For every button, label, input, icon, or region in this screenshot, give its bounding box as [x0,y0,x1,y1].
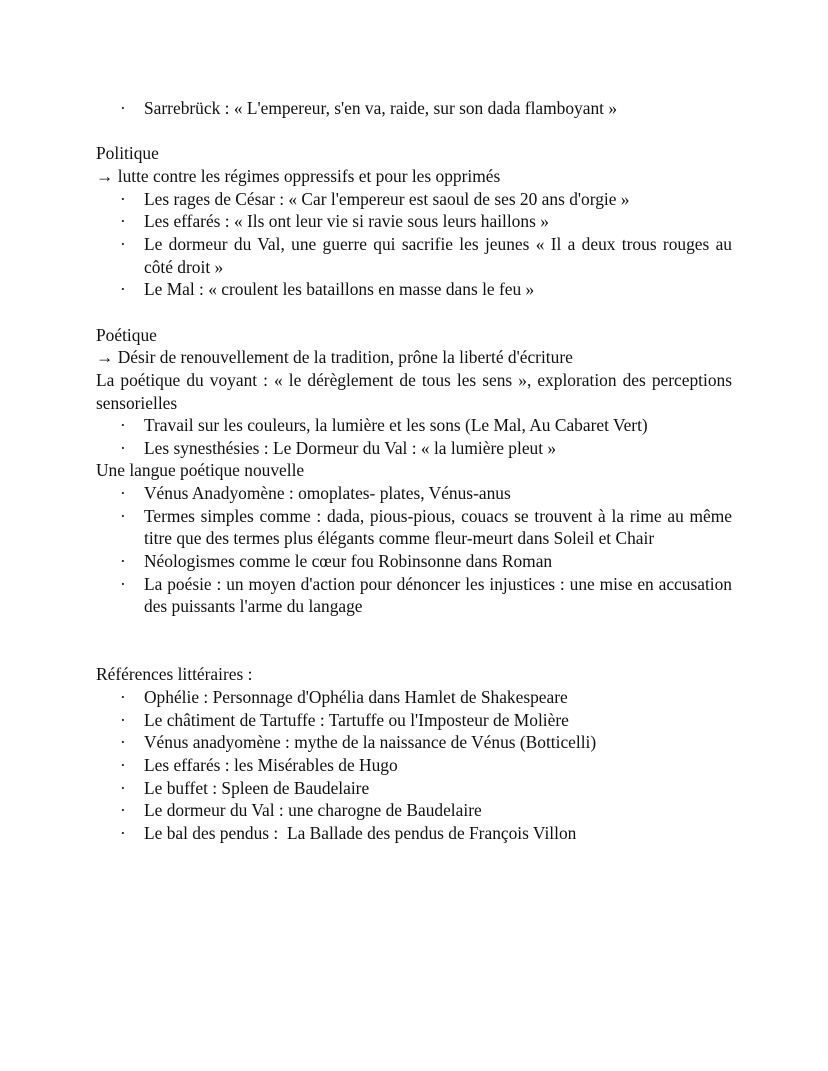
spacer [96,301,732,324]
list-item [96,414,732,437]
section-heading-poetique: Poétique [96,324,157,345]
item-text: Vénus anadyomène : mythe de la naissance de Vénus (Botticelli) [144,732,597,753]
item-text: Les synesthésies : Le Dormeur du Val : « la lumière pleut » [144,437,557,458]
bullet-icon: · [120,233,126,254]
bullet-icon: · [120,211,126,232]
section-heading-politique: Politique [96,143,159,164]
item-text: Vénus Anadyomène : omoplates- plates, Vénus-anus [144,483,511,504]
item-text: La poésie : un moyen d'action pour dénoncer les injustices : une mise en accusation des puissants l'arme du langage [144,573,732,617]
item-text: Les rages de César : « Car l'empereur est saoul de ses 20 ans d'orgie » [144,188,630,209]
bullet-icon: · [120,732,126,753]
item-text: Le châtiment de Tartuffe : Tartuffe ou l'Imposteur de Molière [144,709,569,730]
document-page [96,97,732,845]
bullet-icon: · [120,483,126,504]
bullet-icon: · [120,551,126,572]
bullet-icon: · [120,98,126,118]
list-item [96,188,732,211]
item-text: Le buffet : Spleen de Baudelaire [144,777,370,798]
list-item [96,233,732,278]
poetique-summary: → Désir de renouvellement de la tradition, prône la liberté d'écriture [96,347,573,368]
list-item [96,731,732,754]
spacer [96,641,732,664]
list-item [96,777,732,800]
list-item [96,573,732,618]
voyant-paragraph: La poétique du voyant : « le dérèglement de tous les sens », exploration des perceptions sensorielles [96,369,732,413]
bullet-icon: · [120,754,126,775]
list-item [96,822,732,845]
spacer [96,120,732,143]
item-text: Les effarés : les Misérables de Hugo [144,754,398,775]
item-text: Les effarés : « Ils ont leur vie si ravie sous leurs haillons » [144,211,549,232]
item-text: Travail sur les couleurs, la lumière et les sons (Le Mal, Au Cabaret Vert) [144,415,648,436]
list-item [96,437,732,460]
bullet-icon: · [120,777,126,798]
spacer [96,618,732,641]
list-item [96,482,732,505]
list-item [96,278,732,301]
item-text: Termes simples comme : dada, pious-pious, couacs se trouvent à la rime au même titre que des termes plus élégants comme fleur-meurt dans Soleil et Chair [144,505,732,549]
section-heading-references: Références littéraires : [96,664,253,685]
item-text: Le dormeur du Val, une guerre qui sacrifie les jeunes « Il a deux trous rouges au côté droit » [144,233,732,277]
bullet-icon: · [120,188,126,209]
item-text: Néologismes comme le cœur fou Robinsonne dans Roman [144,551,553,572]
list-item [96,754,732,777]
list-item [96,709,732,732]
bullet-icon: · [120,687,126,707]
item-text: Le Mal : « croulent les bataillons en masse dans le feu » [144,279,535,300]
bullet-icon: · [120,800,126,821]
politique-summary: → lutte contre les régimes oppressifs et pour les opprimés [96,165,501,186]
bullet-icon: · [120,505,126,526]
list-item [96,550,732,573]
bullet-icon: · [120,822,126,843]
bullet-icon: · [120,573,126,594]
list-item [96,505,732,550]
langue-heading: Une langue poétique nouvelle [96,460,305,481]
list-item [96,799,732,822]
bullet-icon: · [120,415,126,436]
item-text: Le bal des pendus : La Ballade des pendus de François Villon [144,822,577,843]
list-item [96,686,732,709]
item-text: Sarrebrück : « L'empereur, s'en va, raide, sur son dada flamboyant » [144,98,618,118]
list-item [96,210,732,233]
list-item [96,97,732,120]
bullet-icon: · [120,709,126,730]
item-text: Ophélie : Personnage d'Ophélia dans Hamlet de Shakespeare [144,687,568,707]
bullet-icon: · [120,437,126,458]
bullet-icon: · [120,279,126,300]
item-text: Le dormeur du Val : une charogne de Baudelaire [144,800,482,821]
